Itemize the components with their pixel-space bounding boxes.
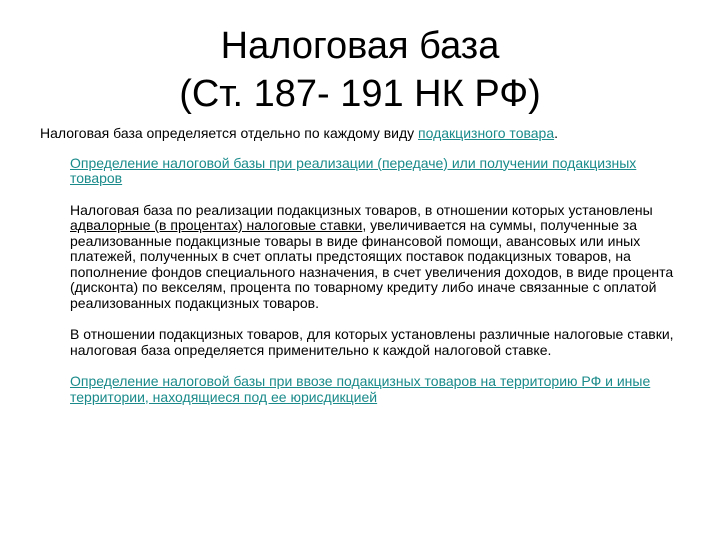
- title-line-1: Налоговая база: [220, 25, 500, 67]
- page-title: [0, 22, 720, 118]
- slide-body: [40, 126, 700, 405]
- ad-valorem-text-2: , увеличивается на суммы, полученные за реализованные подакцизные товары в виде финансовой помощи, авансовых или иных платежей, полученных в счет оплаты предстоящих поставок подакцизных товаров, на пополнение фондов специального назначения, в счет увеличения доходов, в виде процента (дисконта) по векселям, процента по товарному кредиту либо иначе связанные с оплатой реализованных подакцизных товаров.: [70, 217, 674, 311]
- section2-paragraph: [70, 374, 690, 405]
- content-block: [70, 156, 690, 406]
- tax-base-import-link[interactable]: Определение налоговой базы при ввозе подакцизных товаров на территорию РФ и иные территории, находящиеся под ее юрисдикцией: [70, 373, 651, 405]
- section1-paragraph: [70, 156, 690, 187]
- intro-paragraph: [40, 126, 700, 142]
- ad-valorem-paragraph: [70, 203, 690, 312]
- ad-valorem-underlined: адвалорные (в процентах) налоговые ставки: [70, 217, 363, 233]
- excisable-goods-link[interactable]: подакцизного товара: [418, 125, 555, 141]
- tax-base-sale-link[interactable]: Определение налоговой базы при реализации (передаче) или получении подакцизных товаров: [70, 154, 637, 186]
- intro-end: .: [554, 125, 559, 141]
- different-rates-paragraph: В отношении подакцизных товаров, для которых установлены различные налоговые ставки, налоговая база определяется применительно к каждой налоговой ставке.: [70, 326, 674, 358]
- intro-text: Налоговая база определяется отдельно по каждому виду: [40, 125, 419, 141]
- title-line-2: (Ст. 187- 191 НК РФ): [179, 73, 541, 115]
- ad-valorem-text-1: Налоговая база по реализации подакцизных товаров, в отношении которых установлены: [70, 201, 653, 218]
